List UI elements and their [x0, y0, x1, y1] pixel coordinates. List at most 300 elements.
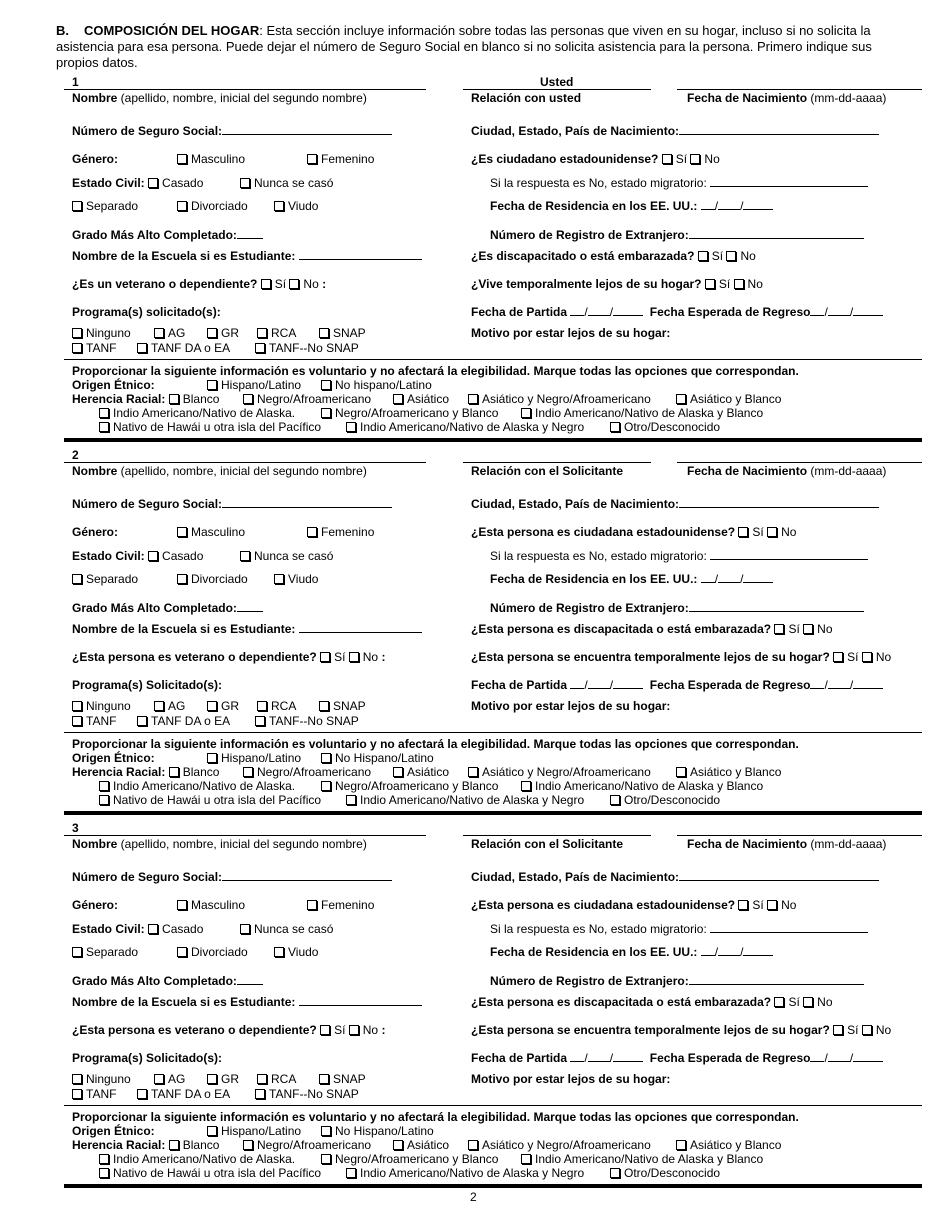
snap-label: SNAP [333, 1072, 366, 1086]
voluntary-row [72, 364, 799, 378]
rca-checkbox[interactable] [257, 1074, 267, 1084]
tanf-label: TANF [86, 1087, 117, 1101]
non-hispanic-label: No hispano/Latino [335, 378, 432, 392]
return-date-dd[interactable] [828, 688, 850, 689]
ag-checkbox[interactable] [154, 701, 164, 711]
departure-date-mm[interactable] [570, 315, 584, 316]
male-label: Masculino [191, 152, 246, 166]
block-separator [64, 438, 922, 442]
gender-label: Género: [72, 525, 119, 539]
relation-row [471, 91, 581, 105]
birthplace-row [471, 497, 879, 511]
black-label: Negro/Afroamericano [257, 765, 372, 779]
demographics-divider [64, 359, 922, 360]
snap-checkbox[interactable] [319, 1074, 329, 1084]
tanf-no-snap-label: TANF--No SNAP [269, 341, 359, 355]
dob-label: Fecha de Nacimiento [687, 464, 808, 478]
marital-label: Estado Civil: [72, 549, 145, 563]
race-asian-black [468, 765, 651, 779]
prog-gr [207, 326, 239, 340]
native-checkbox[interactable] [99, 408, 109, 418]
non-hispanic-checkbox[interactable] [321, 753, 331, 763]
disabled-no-checkbox[interactable] [803, 624, 813, 634]
grade-label: Grado Más Alto Completado: [72, 974, 237, 988]
citizen-yes-checkbox[interactable] [738, 527, 748, 537]
veteran-yes-checkbox[interactable] [320, 1025, 330, 1035]
never-married-checkbox[interactable] [240, 924, 250, 934]
asian-checkbox[interactable] [393, 1140, 403, 1150]
prog-tanf [72, 1087, 116, 1101]
married-checkbox[interactable] [148, 551, 158, 561]
away-no-checkbox[interactable] [862, 652, 872, 662]
widowed-checkbox[interactable] [274, 947, 284, 957]
citizen-no-checkbox[interactable] [767, 900, 777, 910]
hispanic-checkbox[interactable] [207, 753, 217, 763]
birthplace-field[interactable] [679, 507, 879, 508]
usted-label: Usted [540, 75, 574, 89]
native-white-checkbox[interactable] [521, 781, 531, 791]
departure-date-mm[interactable] [570, 688, 584, 689]
birthplace-row [471, 870, 879, 884]
name-line [64, 89, 426, 90]
tanf-da-checkbox[interactable] [137, 343, 147, 353]
return-date-dd[interactable] [828, 315, 850, 316]
prog-tanf-da [137, 341, 230, 355]
programs-row [72, 678, 222, 692]
yes-label: Sí [847, 1023, 859, 1037]
divorced-option [177, 945, 248, 959]
disabled-yes-checkbox[interactable] [774, 997, 784, 1007]
away-no-checkbox[interactable] [734, 279, 744, 289]
divorced-checkbox[interactable] [177, 574, 187, 584]
residence-date-yyyy[interactable] [743, 209, 773, 210]
grade-field[interactable] [237, 238, 263, 239]
male-checkbox[interactable] [177, 900, 187, 910]
race-black [243, 392, 371, 406]
separated-checkbox[interactable] [72, 201, 82, 211]
married-label: Casado [162, 922, 204, 936]
school-row [72, 995, 422, 1009]
tanf-checkbox[interactable] [72, 716, 82, 726]
residence-date-yyyy[interactable] [743, 582, 773, 583]
programs-row [72, 1051, 222, 1065]
alien-row [490, 974, 864, 988]
gr-checkbox[interactable] [207, 1074, 217, 1084]
alien-number-label: Número de Registro de Extranjero: [490, 601, 689, 615]
white-label: Blanco [182, 1138, 220, 1152]
immigration-status-field[interactable] [710, 932, 868, 933]
race-label: Herencia Racial: [72, 392, 166, 406]
citizen-yes-checkbox[interactable] [662, 154, 672, 164]
ssn-label: Número de Seguro Social: [72, 870, 223, 884]
prog-rca [257, 699, 296, 713]
return-label: Fecha Esperada de Regreso [649, 678, 811, 692]
marital-row [72, 549, 203, 563]
immigration-status-label: Si la respuesta es No, estado migratorio: [490, 549, 707, 563]
veteran-no-checkbox[interactable] [289, 279, 299, 289]
return-date-yyyy[interactable] [853, 688, 883, 689]
citizen-no-checkbox[interactable] [690, 154, 700, 164]
white-checkbox[interactable] [169, 1140, 179, 1150]
black-checkbox[interactable] [243, 394, 253, 404]
away-no-checkbox[interactable] [862, 1025, 872, 1035]
asian-white-label: Asiático y Blanco [690, 392, 782, 406]
female-checkbox[interactable] [307, 900, 317, 910]
race-hawaiian [99, 793, 321, 807]
marital-label: Estado Civil: [72, 176, 145, 190]
veteran-no-checkbox[interactable] [349, 652, 359, 662]
asian-black-checkbox[interactable] [468, 394, 478, 404]
no-label: No [781, 898, 797, 912]
return-date-yyyy[interactable] [853, 1061, 883, 1062]
person-number: 2 [72, 448, 79, 462]
hawaiian-checkbox[interactable] [99, 795, 109, 805]
reason-label: Motivo por estar lejos de su hogar: [471, 699, 671, 713]
asian-black-checkbox[interactable] [468, 767, 478, 777]
name-label: Nombre [72, 837, 118, 851]
dates-row: Fecha de Partida / / Fecha Esperada de Regreso / / [471, 678, 883, 692]
departure-date-mm[interactable] [570, 1061, 584, 1062]
residence-date-mm[interactable] [701, 582, 715, 583]
citizen-yes-checkbox[interactable] [738, 900, 748, 910]
asian-checkbox[interactable] [393, 767, 403, 777]
person-number: 3 [72, 821, 79, 835]
gr-checkbox[interactable] [207, 701, 217, 711]
name-line [64, 835, 426, 836]
widowed-label: Viudo [288, 572, 319, 586]
hispanic-label: Hispano/Latino [221, 751, 302, 765]
return-date-yyyy[interactable] [853, 315, 883, 316]
disabled-no-checkbox[interactable] [726, 251, 736, 261]
native-checkbox[interactable] [99, 781, 109, 791]
school-row [72, 249, 422, 263]
tanf-no-snap-label: TANF--No SNAP [269, 714, 359, 728]
native-black-checkbox[interactable] [346, 1168, 356, 1178]
dates-row: Fecha de Partida / / Fecha Esperada de Regreso / / [471, 1051, 883, 1065]
asian-black-label: Asiático y Negro/Afroamericano [482, 392, 651, 406]
alien-number-field[interactable] [689, 611, 864, 612]
school-field[interactable] [299, 1005, 422, 1006]
widowed-checkbox[interactable] [274, 201, 284, 211]
veteran-question: ¿Es un veterano o dependiente? [72, 277, 258, 291]
prog-snap [319, 699, 366, 713]
ag-checkbox[interactable] [154, 1074, 164, 1084]
hawaiian-label: Nativo de Hawái u otra isla del Pacífico [113, 793, 322, 807]
asian-checkbox[interactable] [393, 394, 403, 404]
immigration-status-field[interactable] [710, 559, 868, 560]
prog-snap [319, 1072, 366, 1086]
white-checkbox[interactable] [169, 767, 179, 777]
never-married-option [240, 922, 333, 936]
veteran-row: ¿Es un veterano o dependiente? Sí No : [72, 277, 327, 291]
hawaiian-checkbox[interactable] [99, 422, 109, 432]
race-asian-white [676, 392, 781, 406]
male-checkbox[interactable] [177, 154, 187, 164]
native-black-label: Indio Americano/Nativo de Alaska y Negro [360, 793, 585, 807]
separated-label: Separado [86, 572, 139, 586]
ninguno-checkbox[interactable] [72, 328, 82, 338]
voluntary-notice: Proporcionar la siguiente información es voluntario y no afectará la elegibilidad. Marque todas las opciones que correspondan. [72, 364, 799, 378]
departure-date-dd[interactable] [588, 688, 610, 689]
married-checkbox[interactable] [148, 924, 158, 934]
race-black [243, 1138, 371, 1152]
ethnic-non-hispanic [321, 751, 434, 765]
tanf-no-snap-checkbox[interactable] [255, 343, 265, 353]
asian-white-checkbox[interactable] [676, 394, 686, 404]
native-white-checkbox[interactable] [521, 408, 531, 418]
rca-checkbox[interactable] [257, 328, 267, 338]
residence-date-yyyy[interactable] [743, 955, 773, 956]
return-date-dd[interactable] [828, 1061, 850, 1062]
widowed-checkbox[interactable] [274, 574, 284, 584]
tanf-label: TANF [86, 341, 117, 355]
divorced-label: Divorciado [191, 572, 248, 586]
immigration-row [490, 549, 868, 563]
grade-field[interactable] [237, 611, 263, 612]
yes-label: Sí [752, 898, 764, 912]
non-hispanic-checkbox[interactable] [321, 380, 331, 390]
immigration-status-field[interactable] [710, 186, 868, 187]
citizen-question: ¿Es ciudadano estadounidense? [471, 152, 659, 166]
gender-row [72, 525, 118, 539]
separated-checkbox[interactable] [72, 947, 82, 957]
citizen-no-checkbox[interactable] [767, 527, 777, 537]
veteran-no-checkbox[interactable] [349, 1025, 359, 1035]
ag-label: AG [168, 1072, 186, 1086]
departure-label: Fecha de Partida [471, 678, 568, 692]
race-asian-black [468, 1138, 651, 1152]
black-white-label: Negro/Afroamericano y Blanco [335, 406, 499, 420]
disabled-yes-checkbox[interactable] [698, 251, 708, 261]
name-note: (apellido, nombre, inicial del segundo nombre) [117, 837, 367, 851]
tanf-da-checkbox[interactable] [137, 1089, 147, 1099]
departure-date-yyyy[interactable] [613, 688, 643, 689]
ethnic-row [72, 378, 155, 392]
return-date-mm[interactable] [810, 315, 824, 316]
veteran-yes-checkbox[interactable] [320, 652, 330, 662]
dob-note: (mm-dd-aaaa) [807, 91, 887, 105]
prog-ag [154, 699, 185, 713]
non-hispanic-checkbox[interactable] [321, 1126, 331, 1136]
hawaiian-checkbox[interactable] [99, 1168, 109, 1178]
grade-label: Grado Más Alto Completado: [72, 601, 237, 615]
race-asian-white [676, 765, 781, 779]
asian-white-checkbox[interactable] [676, 767, 686, 777]
immigration-status-label: Si la respuesta es No, estado migratorio: [490, 922, 707, 936]
never-married-checkbox[interactable] [240, 178, 250, 188]
gr-checkbox[interactable] [207, 328, 217, 338]
black-white-checkbox[interactable] [321, 408, 331, 418]
ethnic-hispanic [207, 378, 301, 392]
asian-black-label: Asiático y Negro/Afroamericano [482, 1138, 651, 1152]
black-checkbox[interactable] [243, 1140, 253, 1150]
black-white-checkbox[interactable] [321, 781, 331, 791]
reason-label: Motivo por estar lejos de su hogar: [471, 326, 671, 340]
birthplace-field[interactable] [679, 134, 879, 135]
no-label: No [817, 622, 833, 636]
white-checkbox[interactable] [169, 394, 179, 404]
section-header [56, 23, 896, 71]
tanf-checkbox[interactable] [72, 1089, 82, 1099]
native-black-label: Indio Americano/Nativo de Alaska y Negro [360, 1166, 585, 1180]
section-letter: B. [56, 23, 69, 38]
voluntary-row [72, 737, 799, 751]
other-checkbox[interactable] [610, 795, 620, 805]
separated-checkbox[interactable] [72, 574, 82, 584]
residence-date-mm[interactable] [701, 955, 715, 956]
male-option [177, 525, 245, 539]
away-row [471, 650, 891, 664]
return-label: Fecha Esperada de Regreso [649, 1051, 811, 1065]
asian-white-checkbox[interactable] [676, 1140, 686, 1150]
departure-date-dd[interactable] [588, 315, 610, 316]
rca-label: RCA [271, 699, 297, 713]
snap-checkbox[interactable] [319, 701, 329, 711]
native-label: Indio Americano/Nativo de Alaska. [113, 406, 296, 420]
other-checkbox[interactable] [610, 1168, 620, 1178]
name-row [72, 91, 367, 105]
marital-row [72, 922, 203, 936]
widowed-option [274, 572, 318, 586]
alien-number-label: Número de Registro de Extranjero: [490, 228, 689, 242]
ag-label: AG [168, 326, 186, 340]
gender-row [72, 152, 118, 166]
ssn-field[interactable] [222, 134, 392, 135]
race-hawaiian [99, 420, 321, 434]
non-hispanic-label: No Hispano/Latino [335, 751, 434, 765]
citizen-question: ¿Esta persona es ciudadana estadounidense? [471, 898, 736, 912]
school-field[interactable] [299, 259, 422, 260]
ethnic-non-hispanic [321, 1124, 434, 1138]
birthplace-label: Ciudad, Estado, País de Nacimiento: [471, 124, 680, 138]
alien-number-label: Número de Registro de Extranjero: [490, 974, 689, 988]
disabled-no-checkbox[interactable] [803, 997, 813, 1007]
no-label: No [747, 277, 763, 291]
race-black-white [321, 406, 498, 420]
ag-label: AG [168, 699, 186, 713]
native-checkbox[interactable] [99, 1154, 109, 1164]
never-married-label: Nunca se casó [254, 549, 334, 563]
hispanic-checkbox[interactable] [207, 380, 217, 390]
return-date-mm[interactable] [810, 1061, 824, 1062]
hispanic-checkbox[interactable] [207, 1126, 217, 1136]
divorced-checkbox[interactable] [177, 947, 187, 957]
marital-row [72, 176, 203, 190]
native-black-checkbox[interactable] [346, 422, 356, 432]
prog-ag [154, 1072, 185, 1086]
alien-number-field[interactable] [689, 984, 864, 985]
ssn-field[interactable] [222, 507, 392, 508]
married-checkbox[interactable] [148, 178, 158, 188]
native-white-checkbox[interactable] [521, 1154, 531, 1164]
alien-number-field[interactable] [689, 238, 864, 239]
residence-date-dd[interactable] [718, 209, 740, 210]
never-married-checkbox[interactable] [240, 551, 250, 561]
departure-date-dd[interactable] [588, 1061, 610, 1062]
veteran-yes-checkbox[interactable] [261, 279, 271, 289]
white-label: Blanco [182, 392, 220, 406]
grade-field[interactable] [237, 984, 263, 985]
dob-line [677, 462, 922, 463]
native-black-checkbox[interactable] [346, 795, 356, 805]
away-yes-checkbox[interactable] [833, 652, 843, 662]
tanf-da-checkbox[interactable] [137, 716, 147, 726]
ag-checkbox[interactable] [154, 328, 164, 338]
gr-label: GR [221, 1072, 239, 1086]
relation-row [471, 837, 623, 851]
no-label: No [781, 525, 797, 539]
snap-label: SNAP [333, 326, 366, 340]
other-checkbox[interactable] [610, 422, 620, 432]
residence-date-dd[interactable] [718, 955, 740, 956]
ethnic-row [72, 751, 155, 765]
relation-line [463, 835, 651, 836]
male-checkbox[interactable] [177, 527, 187, 537]
disabled-row [471, 622, 833, 636]
never-married-option [240, 549, 333, 563]
black-white-checkbox[interactable] [321, 1154, 331, 1164]
asian-black-label: Asiático y Negro/Afroamericano [482, 765, 651, 779]
ninguno-label: Ninguno [86, 326, 131, 340]
divorced-checkbox[interactable] [177, 201, 187, 211]
ssn-label: Número de Seguro Social: [72, 124, 223, 138]
tanf-no-snap-checkbox[interactable] [255, 716, 265, 726]
ssn-field[interactable] [222, 880, 392, 881]
native-white-label: Indio Americano/Nativo de Alaska y Blanco [535, 779, 764, 793]
male-option [177, 898, 245, 912]
section-title: COMPOSICIÓN DEL HOGAR [84, 23, 260, 38]
tanf-no-snap-checkbox[interactable] [255, 1089, 265, 1099]
race-row [72, 765, 219, 779]
departure-date-yyyy[interactable] [613, 315, 643, 316]
residence-date-label: Fecha de Residencia en los EE. UU.: [490, 945, 698, 959]
gender-row [72, 898, 118, 912]
black-checkbox[interactable] [243, 767, 253, 777]
disabled-yes-checkbox[interactable] [774, 624, 784, 634]
gender-label: Género: [72, 898, 119, 912]
ninguno-checkbox[interactable] [72, 1074, 82, 1084]
residence-date-mm[interactable] [701, 209, 715, 210]
ethnic-label: Origen Étnico: [72, 751, 155, 765]
female-checkbox[interactable] [307, 154, 317, 164]
away-yes-checkbox[interactable] [705, 279, 715, 289]
snap-checkbox[interactable] [319, 328, 329, 338]
departure-date-yyyy[interactable] [613, 1061, 643, 1062]
race-native-white [521, 406, 763, 420]
tanf-checkbox[interactable] [72, 343, 82, 353]
residence-date-dd[interactable] [718, 582, 740, 583]
yes-label: Sí [274, 277, 287, 291]
block-separator [64, 1184, 922, 1188]
citizen-row [471, 152, 720, 166]
birthplace-label: Ciudad, Estado, País de Nacimiento: [471, 497, 680, 511]
race-row [72, 392, 219, 406]
snap-label: SNAP [333, 699, 366, 713]
dob-row [687, 91, 886, 105]
birthplace-field[interactable] [679, 880, 879, 881]
never-married-label: Nunca se casó [254, 176, 334, 190]
asian-black-checkbox[interactable] [468, 1140, 478, 1150]
return-date-mm[interactable] [810, 688, 824, 689]
ninguno-checkbox[interactable] [72, 701, 82, 711]
female-checkbox[interactable] [307, 527, 317, 537]
veteran-question: ¿Esta persona es veterano o dependiente? [72, 650, 317, 664]
rca-checkbox[interactable] [257, 701, 267, 711]
rca-label: RCA [271, 1072, 297, 1086]
school-field[interactable] [299, 632, 422, 633]
away-yes-checkbox[interactable] [833, 1025, 843, 1035]
native-white-label: Indio Americano/Nativo de Alaska y Blanco [535, 1152, 764, 1166]
